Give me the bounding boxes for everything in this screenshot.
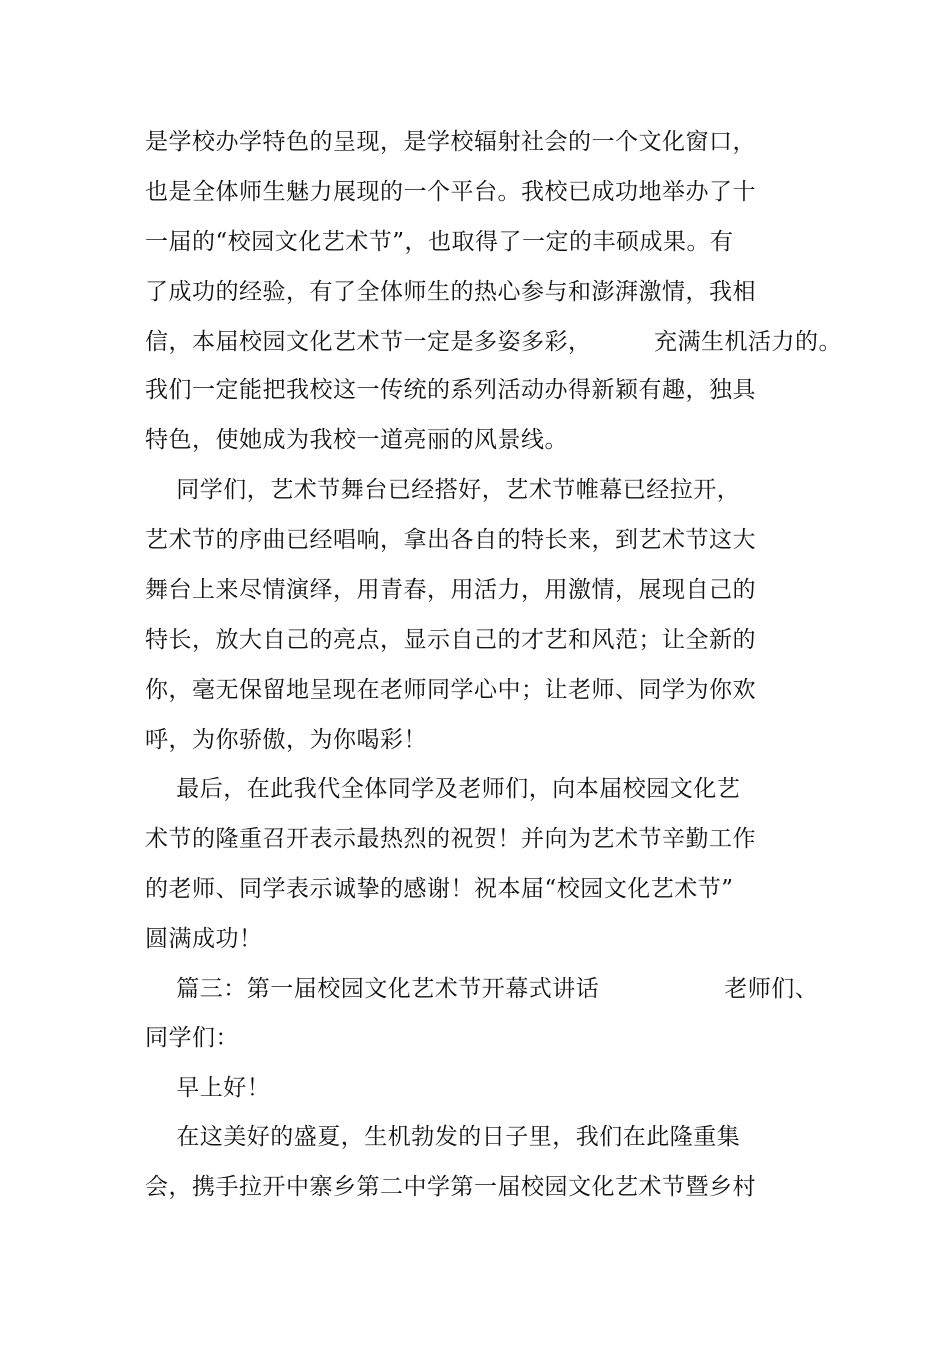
text-line: 圆满成功！ bbox=[145, 926, 263, 952]
text-line: 是学校办学特色的呈现，是学校辐射社会的一个文化窗口， bbox=[145, 129, 756, 155]
text-line: 了成功的经验，有了全体师生的热心参与和澎湃激情，我相 bbox=[145, 279, 756, 305]
text-line: 同学们： bbox=[145, 1025, 239, 1051]
text-line: 你，毫无保留地呈现在老师同学心中；让老师、同学为你欢 bbox=[145, 677, 756, 703]
text-line: 同学们，艺术节舞台已经搭好，艺术节帷幕已经拉开， bbox=[145, 477, 741, 503]
text-line: 信，本届校园文化艺术节一定是多姿多彩， 充满生机活力的。 bbox=[145, 329, 842, 355]
text-line: 也是全体师生魅力展现的一个平台。我校已成功地举办了十 bbox=[145, 179, 756, 205]
text-line: 特长，放大自己的亮点，显示自己的才艺和风范；让全新的 bbox=[145, 627, 756, 653]
text-line: 早上好！ bbox=[145, 1075, 271, 1101]
text-line: 呼，为你骄傲，为你喝彩！ bbox=[145, 727, 427, 753]
text-line: 术节的隆重召开表示最热烈的祝贺！并向为艺术节辛勤工作 bbox=[145, 826, 756, 852]
text-line: 篇三：第一届校园文化艺术节开幕式讲话 老师们、 bbox=[145, 976, 819, 1002]
text-line: 在这美好的盛夏，生机勃发的日子里，我们在此隆重集 bbox=[145, 1124, 741, 1150]
text-line: 的老师、同学表示诚挚的感谢！祝本届“校园文化艺术节” bbox=[145, 876, 734, 902]
text-line: 舞台上来尽情演绎，用青春，用活力，用激情，展现自己的 bbox=[145, 577, 756, 603]
text-line: 我们一定能把我校这一传统的系列活动办得新颖有趣，独具 bbox=[145, 377, 756, 403]
text-line: 会，携手拉开中寨乡第二中学第一届校园文化艺术节暨乡村 bbox=[145, 1174, 756, 1200]
text-line: 艺术节的序曲已经唱响，拿出各自的特长来，到艺术节这大 bbox=[145, 527, 756, 553]
text-line: 一届的“校园文化艺术节”，也取得了一定的丰硕成果。有 bbox=[145, 229, 734, 255]
text-line: 最后，在此我代全体同学及老师们，向本届校园文化艺 bbox=[145, 776, 741, 802]
text-line: 特色，使她成为我校一道亮丽的风景线。 bbox=[145, 427, 568, 453]
